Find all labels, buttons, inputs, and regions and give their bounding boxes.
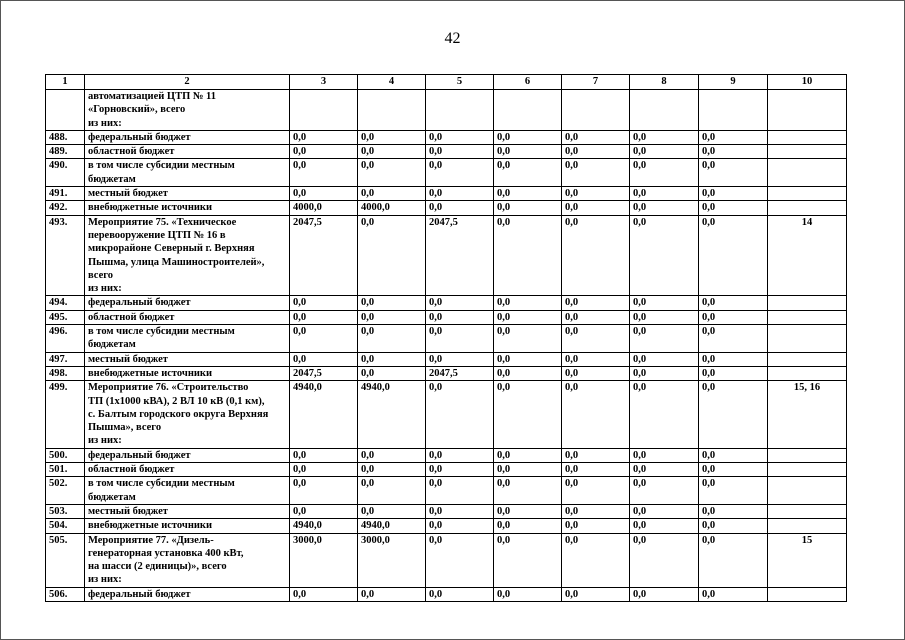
value-cell: 0,0 xyxy=(494,587,562,601)
row-description xyxy=(85,187,290,201)
row-description xyxy=(85,159,290,187)
description-line: всего xyxy=(88,269,114,281)
row-description xyxy=(85,587,290,601)
value-cell: 0,0 xyxy=(699,159,768,187)
value-cell: 4000,0 xyxy=(290,201,358,215)
reference-cell xyxy=(768,448,847,462)
value-cell: 0,0 xyxy=(699,366,768,380)
value-cell: 0,0 xyxy=(562,325,630,353)
value-cell xyxy=(358,90,426,131)
row-number: 495. xyxy=(46,310,85,324)
reference-cell xyxy=(768,310,847,324)
value-cell: 0,0 xyxy=(290,448,358,462)
row-description xyxy=(85,325,290,353)
value-cell: 0,0 xyxy=(358,310,426,324)
value-cell: 0,0 xyxy=(562,504,630,518)
description-line: бюджетам xyxy=(88,173,136,185)
value-cell: 0,0 xyxy=(494,504,562,518)
description-line: местный бюджет xyxy=(88,188,168,200)
description-line: ТП (1х1000 кВА), 2 ВЛ 10 кВ (0,1 км), xyxy=(88,395,265,407)
row-number: 497. xyxy=(46,352,85,366)
value-cell: 0,0 xyxy=(630,296,699,310)
table-row xyxy=(46,187,847,201)
reference-cell xyxy=(768,130,847,144)
description-line: Мероприятие 77. «Дизель- xyxy=(88,534,214,546)
row-description xyxy=(85,533,290,587)
row-number: 500. xyxy=(46,448,85,462)
value-cell: 0,0 xyxy=(699,352,768,366)
table-row xyxy=(46,519,847,533)
value-cell: 0,0 xyxy=(494,352,562,366)
row-number: 492. xyxy=(46,201,85,215)
reference-cell xyxy=(768,587,847,601)
row-description xyxy=(85,463,290,477)
row-number: 494. xyxy=(46,296,85,310)
value-cell: 0,0 xyxy=(630,215,699,296)
value-cell: 0,0 xyxy=(699,463,768,477)
value-cell xyxy=(290,90,358,131)
value-cell: 0,0 xyxy=(630,504,699,518)
description-line: из них: xyxy=(88,435,122,447)
row-number: 493. xyxy=(46,215,85,296)
table-row xyxy=(46,90,847,131)
table-row xyxy=(46,533,847,587)
value-cell xyxy=(630,90,699,131)
value-cell: 0,0 xyxy=(562,159,630,187)
value-cell: 2047,5 xyxy=(290,215,358,296)
description-line: Пышма, улица Машиностроителей», xyxy=(88,256,265,268)
row-description xyxy=(85,381,290,448)
value-cell: 3000,0 xyxy=(290,533,358,587)
column-header: 4 xyxy=(358,75,426,90)
value-cell: 0,0 xyxy=(426,381,494,448)
column-header: 5 xyxy=(426,75,494,90)
value-cell: 4940,0 xyxy=(358,381,426,448)
value-cell: 0,0 xyxy=(699,145,768,159)
row-description xyxy=(85,448,290,462)
value-cell: 0,0 xyxy=(494,533,562,587)
table-row xyxy=(46,448,847,462)
value-cell: 3000,0 xyxy=(358,533,426,587)
value-cell: 0,0 xyxy=(630,187,699,201)
value-cell: 0,0 xyxy=(290,325,358,353)
value-cell: 0,0 xyxy=(426,448,494,462)
value-cell: 0,0 xyxy=(426,587,494,601)
value-cell: 0,0 xyxy=(358,587,426,601)
reference-cell xyxy=(768,477,847,505)
reference-cell xyxy=(768,366,847,380)
description-line: перевооружение ЦТП № 16 в xyxy=(88,229,226,241)
value-cell: 0,0 xyxy=(358,215,426,296)
value-cell: 0,0 xyxy=(290,187,358,201)
description-line: Пышма», всего xyxy=(88,422,162,434)
description-line: в том числе субсидии местным xyxy=(88,326,235,338)
reference-cell xyxy=(768,504,847,518)
value-cell: 0,0 xyxy=(562,533,630,587)
value-cell: 0,0 xyxy=(562,366,630,380)
value-cell: 0,0 xyxy=(358,145,426,159)
value-cell: 0,0 xyxy=(358,463,426,477)
value-cell: 0,0 xyxy=(699,215,768,296)
value-cell: 0,0 xyxy=(494,215,562,296)
description-line: «Горновский», всего xyxy=(88,104,186,116)
value-cell: 0,0 xyxy=(426,159,494,187)
value-cell: 0,0 xyxy=(630,159,699,187)
value-cell: 0,0 xyxy=(562,310,630,324)
budget-table xyxy=(45,74,847,602)
value-cell: 0,0 xyxy=(358,325,426,353)
value-cell: 0,0 xyxy=(494,325,562,353)
value-cell xyxy=(494,90,562,131)
value-cell: 0,0 xyxy=(290,310,358,324)
value-cell: 0,0 xyxy=(494,366,562,380)
value-cell: 0,0 xyxy=(630,352,699,366)
value-cell: 0,0 xyxy=(562,215,630,296)
reference-cell xyxy=(768,201,847,215)
value-cell: 0,0 xyxy=(699,448,768,462)
table-row xyxy=(46,215,847,296)
table-row xyxy=(46,145,847,159)
value-cell: 0,0 xyxy=(426,533,494,587)
row-number: 498. xyxy=(46,366,85,380)
row-number: 499. xyxy=(46,381,85,448)
table-row xyxy=(46,463,847,477)
row-number: 503. xyxy=(46,504,85,518)
column-header: 9 xyxy=(699,75,768,90)
table-row xyxy=(46,296,847,310)
row-description xyxy=(85,145,290,159)
page-number: 42 xyxy=(444,30,461,47)
row-description xyxy=(85,296,290,310)
description-line: внебюджетные источники xyxy=(88,202,213,214)
description-line: федеральный бюджет xyxy=(88,297,191,309)
description-line: внебюджетные источники xyxy=(88,367,213,379)
value-cell: 0,0 xyxy=(426,519,494,533)
table-row xyxy=(46,130,847,144)
column-header: 6 xyxy=(494,75,562,90)
description-line: областной бюджет xyxy=(88,146,175,158)
reference-cell xyxy=(768,145,847,159)
value-cell: 0,0 xyxy=(494,519,562,533)
value-cell: 0,0 xyxy=(358,504,426,518)
row-description xyxy=(85,90,290,131)
row-description xyxy=(85,352,290,366)
value-cell: 0,0 xyxy=(494,296,562,310)
column-header: 3 xyxy=(290,75,358,90)
value-cell: 0,0 xyxy=(290,159,358,187)
value-cell: 0,0 xyxy=(494,201,562,215)
row-description xyxy=(85,215,290,296)
value-cell: 4000,0 xyxy=(358,201,426,215)
value-cell: 0,0 xyxy=(290,504,358,518)
value-cell: 0,0 xyxy=(630,448,699,462)
value-cell: 0,0 xyxy=(358,352,426,366)
row-number: 505. xyxy=(46,533,85,587)
description-line: местный бюджет xyxy=(88,353,168,365)
value-cell: 0,0 xyxy=(562,352,630,366)
value-cell: 0,0 xyxy=(630,145,699,159)
table-row xyxy=(46,381,847,448)
value-cell: 0,0 xyxy=(699,325,768,353)
value-cell: 0,0 xyxy=(562,187,630,201)
value-cell: 0,0 xyxy=(290,296,358,310)
description-line: бюджетам xyxy=(88,491,136,503)
description-line: Мероприятие 75. «Техническое xyxy=(88,216,237,228)
value-cell: 0,0 xyxy=(630,381,699,448)
value-cell: 0,0 xyxy=(358,130,426,144)
row-description xyxy=(85,201,290,215)
value-cell: 0,0 xyxy=(630,325,699,353)
table-row xyxy=(46,366,847,380)
value-cell: 4940,0 xyxy=(358,519,426,533)
row-description xyxy=(85,310,290,324)
value-cell: 2047,5 xyxy=(290,366,358,380)
value-cell: 0,0 xyxy=(562,145,630,159)
value-cell: 0,0 xyxy=(358,296,426,310)
value-cell: 0,0 xyxy=(290,352,358,366)
description-line: федеральный бюджет xyxy=(88,131,191,143)
value-cell: 0,0 xyxy=(699,187,768,201)
value-cell: 0,0 xyxy=(426,145,494,159)
column-header: 2 xyxy=(85,75,290,90)
table-row xyxy=(46,159,847,187)
description-line: областной бюджет xyxy=(88,464,175,476)
value-cell: 0,0 xyxy=(494,187,562,201)
row-number: 506. xyxy=(46,587,85,601)
value-cell: 0,0 xyxy=(630,477,699,505)
reference-cell xyxy=(768,325,847,353)
value-cell: 0,0 xyxy=(358,448,426,462)
row-number: 496. xyxy=(46,325,85,353)
column-header: 8 xyxy=(630,75,699,90)
value-cell: 0,0 xyxy=(494,381,562,448)
description-line: в том числе субсидии местным xyxy=(88,478,235,490)
value-cell: 0,0 xyxy=(562,201,630,215)
value-cell: 4940,0 xyxy=(290,519,358,533)
row-number xyxy=(46,90,85,131)
row-description xyxy=(85,504,290,518)
reference-cell xyxy=(768,519,847,533)
value-cell: 0,0 xyxy=(630,201,699,215)
reference-cell: 14 xyxy=(768,215,847,296)
value-cell: 0,0 xyxy=(630,587,699,601)
value-cell: 0,0 xyxy=(562,519,630,533)
value-cell: 0,0 xyxy=(699,310,768,324)
value-cell: 0,0 xyxy=(358,187,426,201)
value-cell: 0,0 xyxy=(630,130,699,144)
value-cell: 0,0 xyxy=(494,145,562,159)
row-number: 504. xyxy=(46,519,85,533)
value-cell: 0,0 xyxy=(562,296,630,310)
value-cell: 0,0 xyxy=(290,463,358,477)
value-cell: 0,0 xyxy=(630,310,699,324)
value-cell: 0,0 xyxy=(494,130,562,144)
value-cell: 4940,0 xyxy=(290,381,358,448)
column-header: 10 xyxy=(768,75,847,90)
value-cell: 0,0 xyxy=(699,587,768,601)
value-cell: 0,0 xyxy=(699,130,768,144)
description-line: из них: xyxy=(88,574,122,586)
value-cell: 0,0 xyxy=(426,130,494,144)
row-description xyxy=(85,130,290,144)
row-description xyxy=(85,477,290,505)
table-row xyxy=(46,310,847,324)
value-cell: 0,0 xyxy=(562,448,630,462)
description-line: внебюджетные источники xyxy=(88,520,213,532)
value-cell: 0,0 xyxy=(426,310,494,324)
value-cell: 0,0 xyxy=(290,145,358,159)
value-cell: 0,0 xyxy=(630,463,699,477)
value-cell: 0,0 xyxy=(699,381,768,448)
table-row xyxy=(46,201,847,215)
value-cell: 0,0 xyxy=(630,519,699,533)
value-cell: 0,0 xyxy=(630,366,699,380)
description-line: на шасси (2 единицы)», всего xyxy=(88,561,227,573)
value-cell: 0,0 xyxy=(426,201,494,215)
value-cell: 0,0 xyxy=(494,159,562,187)
value-cell: 0,0 xyxy=(426,325,494,353)
description-line: федеральный бюджет xyxy=(88,588,191,600)
value-cell: 0,0 xyxy=(562,477,630,505)
table-row xyxy=(46,504,847,518)
table-row xyxy=(46,587,847,601)
table-row xyxy=(46,352,847,366)
value-cell: 0,0 xyxy=(562,381,630,448)
description-line: с. Балтым городского округа Верхняя xyxy=(88,408,269,420)
value-cell: 0,0 xyxy=(426,352,494,366)
table-row xyxy=(46,477,847,505)
value-cell: 0,0 xyxy=(494,477,562,505)
reference-cell xyxy=(768,463,847,477)
value-cell: 0,0 xyxy=(699,201,768,215)
reference-cell xyxy=(768,352,847,366)
value-cell: 0,0 xyxy=(426,187,494,201)
value-cell: 0,0 xyxy=(358,159,426,187)
value-cell: 0,0 xyxy=(562,463,630,477)
value-cell: 0,0 xyxy=(358,477,426,505)
value-cell: 0,0 xyxy=(290,477,358,505)
value-cell: 0,0 xyxy=(699,477,768,505)
reference-cell xyxy=(768,90,847,131)
row-number: 490. xyxy=(46,159,85,187)
description-line: федеральный бюджет xyxy=(88,449,191,461)
value-cell: 0,0 xyxy=(699,504,768,518)
column-header: 7 xyxy=(562,75,630,90)
value-cell: 0,0 xyxy=(562,587,630,601)
value-cell: 2047,5 xyxy=(426,215,494,296)
column-header: 1 xyxy=(46,75,85,90)
value-cell: 0,0 xyxy=(562,130,630,144)
row-number: 502. xyxy=(46,477,85,505)
description-line: в том числе субсидии местным xyxy=(88,160,235,172)
value-cell xyxy=(699,90,768,131)
description-line: бюджетам xyxy=(88,339,136,351)
value-cell: 0,0 xyxy=(358,366,426,380)
row-number: 488. xyxy=(46,130,85,144)
reference-cell xyxy=(768,296,847,310)
value-cell: 2047,5 xyxy=(426,366,494,380)
value-cell: 0,0 xyxy=(426,463,494,477)
reference-cell xyxy=(768,187,847,201)
table-row xyxy=(46,325,847,353)
row-description xyxy=(85,519,290,533)
description-line: из них: xyxy=(88,283,122,295)
row-description xyxy=(85,366,290,380)
value-cell: 0,0 xyxy=(426,477,494,505)
value-cell: 0,0 xyxy=(699,533,768,587)
value-cell: 0,0 xyxy=(630,533,699,587)
value-cell: 0,0 xyxy=(494,310,562,324)
value-cell: 0,0 xyxy=(699,296,768,310)
row-number: 489. xyxy=(46,145,85,159)
value-cell: 0,0 xyxy=(494,463,562,477)
row-number: 491. xyxy=(46,187,85,201)
description-line: из них: xyxy=(88,117,122,129)
reference-cell: 15 xyxy=(768,533,847,587)
description-line: микрорайоне Северный г. Верхняя xyxy=(88,243,255,255)
value-cell xyxy=(426,90,494,131)
value-cell: 0,0 xyxy=(426,504,494,518)
reference-cell xyxy=(768,159,847,187)
value-cell: 0,0 xyxy=(290,130,358,144)
description-line: областной бюджет xyxy=(88,311,175,323)
row-number: 501. xyxy=(46,463,85,477)
reference-cell: 15, 16 xyxy=(768,381,847,448)
description-line: автоматизацией ЦТП № 11 xyxy=(88,91,216,102)
description-line: генераторная установка 400 кВт, xyxy=(88,547,244,559)
value-cell: 0,0 xyxy=(699,519,768,533)
description-line: местный бюджет xyxy=(88,505,168,517)
header-row xyxy=(46,75,847,90)
description-line: Мероприятие 76. «Строительство xyxy=(88,382,249,394)
value-cell: 0,0 xyxy=(290,587,358,601)
value-cell: 0,0 xyxy=(426,296,494,310)
value-cell: 0,0 xyxy=(494,448,562,462)
value-cell xyxy=(562,90,630,131)
